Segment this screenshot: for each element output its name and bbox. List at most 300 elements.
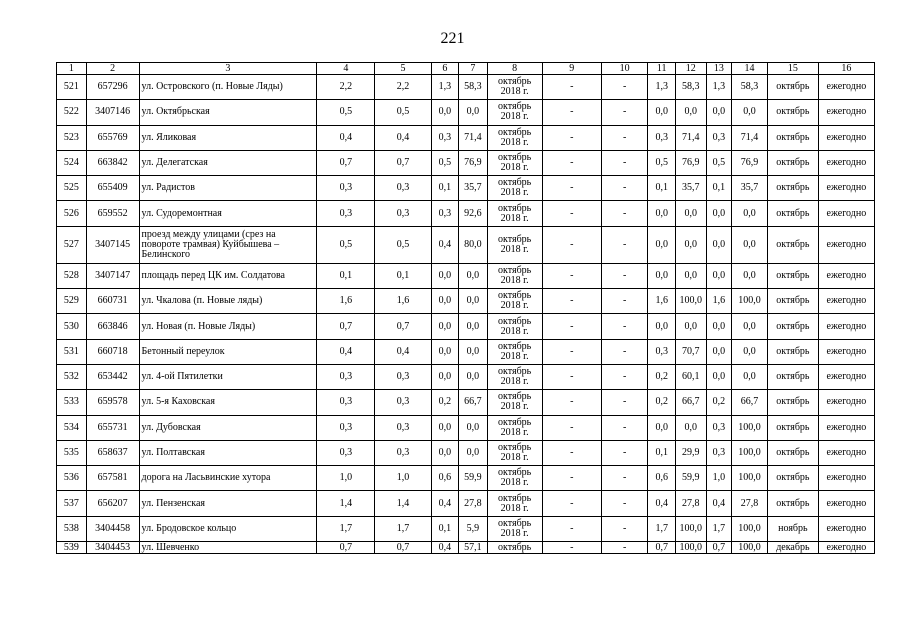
- cell-col5: 1,4: [375, 491, 431, 516]
- cell-col13: 0,4: [706, 491, 731, 516]
- cell-col7: 0,0: [459, 100, 488, 125]
- road-code: 3407145: [86, 226, 139, 263]
- cell-col10: -: [601, 125, 648, 150]
- cell-col9: -: [542, 390, 601, 415]
- street-name: дорога на Ласьвинские хутора: [139, 466, 317, 491]
- cell-col4: 1,4: [317, 491, 375, 516]
- cell-col6: 0,0: [431, 314, 459, 339]
- cell-frequency: ежегодно: [818, 201, 874, 226]
- road-code: 657581: [86, 466, 139, 491]
- row-number: 538: [57, 516, 87, 541]
- cell-col6: 0,4: [431, 491, 459, 516]
- row-number: 522: [57, 100, 87, 125]
- cell-col6: 0,1: [431, 516, 459, 541]
- cell-col5: 0,7: [375, 542, 431, 554]
- cell-col8: [487, 176, 542, 201]
- column-number: 13: [706, 63, 731, 75]
- cell-month: октябрь: [767, 415, 818, 440]
- cell-frequency: ежегодно: [818, 100, 874, 125]
- road-code: 3407147: [86, 263, 139, 288]
- street-name: ул. Новая (п. Новые Ляды): [139, 314, 317, 339]
- cell-col10: -: [601, 440, 648, 465]
- cell-col14: 0,0: [732, 226, 768, 263]
- cell-col8: [487, 100, 542, 125]
- table-row: [57, 125, 875, 150]
- road-code: 655769: [86, 125, 139, 150]
- cell-col6: 0,6: [431, 466, 459, 491]
- cell-col14: 0,0: [732, 100, 768, 125]
- cell-col5: 0,3: [375, 176, 431, 201]
- cell-col4: 0,3: [317, 201, 375, 226]
- cell-col8-month: октябрь: [498, 152, 532, 164]
- cell-col8-month: октябрь: [498, 517, 532, 529]
- cell-col11: 0,1: [648, 440, 676, 465]
- cell-col11: 1,6: [648, 289, 676, 314]
- cell-col8-year: 2018 г.: [500, 325, 529, 337]
- cell-col5: 1,0: [375, 466, 431, 491]
- cell-col6: 0,4: [431, 226, 459, 263]
- cell-col8-month: октябрь: [498, 366, 532, 378]
- cell-col8-month: октябрь: [498, 541, 532, 553]
- cell-col11: 0,0: [648, 201, 676, 226]
- cell-col8: [487, 364, 542, 389]
- cell-col11: 0,0: [648, 226, 676, 263]
- row-number: 534: [57, 415, 87, 440]
- cell-col8-year: 2018 г.: [500, 212, 529, 224]
- cell-col8-month: октябрь: [498, 391, 532, 403]
- table-row: [57, 201, 875, 226]
- cell-col4: 1,7: [317, 516, 375, 541]
- cell-col10: -: [601, 100, 648, 125]
- cell-col6: 0,5: [431, 150, 459, 175]
- cell-col4: 0,4: [317, 339, 375, 364]
- cell-col13: 0,0: [706, 364, 731, 389]
- cell-col4: 2,2: [317, 75, 375, 100]
- column-number: 15: [767, 63, 818, 75]
- cell-month: октябрь: [767, 201, 818, 226]
- cell-month: декабрь: [767, 542, 818, 554]
- cell-col8: [487, 263, 542, 288]
- cell-col13: 1,6: [706, 289, 731, 314]
- cell-col13: 0,7: [706, 542, 731, 554]
- column-number: 9: [542, 63, 601, 75]
- cell-col8-year: 2018 г.: [500, 300, 529, 312]
- cell-col5: 0,3: [375, 440, 431, 465]
- street-name: ул. Дубовская: [139, 415, 317, 440]
- cell-frequency: ежегодно: [818, 466, 874, 491]
- table-row: [57, 466, 875, 491]
- cell-col12: 76,9: [675, 150, 706, 175]
- cell-col4: 1,0: [317, 466, 375, 491]
- street-name: ул. Яликовая: [139, 125, 317, 150]
- street-name: ул. 5-я Каховская: [139, 390, 317, 415]
- cell-col7: 0,0: [459, 289, 488, 314]
- cell-col5: 0,3: [375, 201, 431, 226]
- cell-col8: [487, 150, 542, 175]
- cell-col7: 66,7: [459, 390, 488, 415]
- cell-col12: 0,0: [675, 263, 706, 288]
- cell-month: октябрь: [767, 289, 818, 314]
- cell-col14: 0,0: [732, 314, 768, 339]
- street-name: ул. Судоремонтная: [139, 201, 317, 226]
- cell-col11: 0,2: [648, 390, 676, 415]
- cell-col5: 0,3: [375, 390, 431, 415]
- cell-col4: 0,5: [317, 226, 375, 263]
- cell-col8-year: 2018 г.: [500, 136, 529, 148]
- cell-col9: -: [542, 314, 601, 339]
- cell-col8-month: октябрь: [498, 126, 532, 138]
- cell-col7: 0,0: [459, 364, 488, 389]
- cell-col13: 0,1: [706, 176, 731, 201]
- cell-col8: [487, 390, 542, 415]
- cell-col7: 5,9: [459, 516, 488, 541]
- cell-col9: -: [542, 516, 601, 541]
- cell-col9: -: [542, 289, 601, 314]
- cell-col10: -: [601, 176, 648, 201]
- cell-col12: 0,0: [675, 415, 706, 440]
- cell-col4: 0,1: [317, 263, 375, 288]
- road-code: 663842: [86, 150, 139, 175]
- cell-col11: 0,1: [648, 176, 676, 201]
- cell-month: октябрь: [767, 466, 818, 491]
- data-table: [56, 62, 875, 554]
- cell-col9: -: [542, 125, 601, 150]
- street-name: ул. Радистов: [139, 176, 317, 201]
- street-name: проезд между улицами (срез на повороте трамвая) Куйбышева – Белинского: [139, 226, 317, 263]
- cell-col8-month: октябрь: [498, 233, 532, 245]
- street-name: ул. Чкалова (п. Новые ляды): [139, 289, 317, 314]
- road-code: 653442: [86, 364, 139, 389]
- cell-col9: -: [542, 176, 601, 201]
- column-number: 4: [317, 63, 375, 75]
- cell-col4: 0,5: [317, 100, 375, 125]
- cell-col14: 0,0: [732, 364, 768, 389]
- cell-col14: 58,3: [732, 75, 768, 100]
- cell-frequency: ежегодно: [818, 390, 874, 415]
- cell-col4: 0,7: [317, 542, 375, 554]
- cell-col7: 58,3: [459, 75, 488, 100]
- cell-col9: -: [542, 491, 601, 516]
- cell-col12: 0,0: [675, 201, 706, 226]
- cell-col10: -: [601, 415, 648, 440]
- cell-col13: 1,0: [706, 466, 731, 491]
- cell-col5: 0,5: [375, 100, 431, 125]
- cell-col8-year: 2018 г.: [500, 426, 529, 438]
- row-number: 524: [57, 150, 87, 175]
- cell-col9: -: [542, 75, 601, 100]
- table-row: [57, 176, 875, 201]
- cell-col7: 59,9: [459, 466, 488, 491]
- row-number: 532: [57, 364, 87, 389]
- cell-col9: -: [542, 201, 601, 226]
- cell-col10: -: [601, 75, 648, 100]
- cell-frequency: ежегодно: [818, 75, 874, 100]
- cell-col5: 0,3: [375, 364, 431, 389]
- cell-col8-month: октябрь: [498, 467, 532, 479]
- cell-col10: -: [601, 516, 648, 541]
- table-row: [57, 491, 875, 516]
- street-name: ул. Делегатская: [139, 150, 317, 175]
- cell-col10: -: [601, 466, 648, 491]
- cell-col12: 100,0: [675, 516, 706, 541]
- cell-col8-year: 2018 г.: [500, 86, 529, 98]
- cell-col7: 0,0: [459, 440, 488, 465]
- cell-col6: 0,0: [431, 415, 459, 440]
- road-code: 658637: [86, 440, 139, 465]
- cell-col10: -: [601, 314, 648, 339]
- cell-col12: 100,0: [675, 542, 706, 554]
- cell-col10: -: [601, 542, 648, 554]
- cell-col9: -: [542, 415, 601, 440]
- cell-col11: 1,7: [648, 516, 676, 541]
- street-name: ул. Октябрьская: [139, 100, 317, 125]
- road-code: 659552: [86, 201, 139, 226]
- cell-col12: 100,0: [675, 289, 706, 314]
- street-name: ул. Шевченко: [139, 542, 317, 554]
- road-code: 656207: [86, 491, 139, 516]
- cell-col13: 0,2: [706, 390, 731, 415]
- street-name: ул. Бродовское кольцо: [139, 516, 317, 541]
- cell-col8: [487, 125, 542, 150]
- cell-frequency: ежегодно: [818, 516, 874, 541]
- cell-col8: [487, 466, 542, 491]
- cell-month: октябрь: [767, 176, 818, 201]
- cell-month: октябрь: [767, 100, 818, 125]
- cell-frequency: ежегодно: [818, 415, 874, 440]
- cell-col7: 0,0: [459, 339, 488, 364]
- cell-col5: 0,7: [375, 314, 431, 339]
- row-number: 539: [57, 542, 87, 554]
- table-row: [57, 415, 875, 440]
- cell-col13: 0,3: [706, 440, 731, 465]
- column-number-row: [57, 63, 875, 75]
- column-number: 7: [459, 63, 488, 75]
- road-code: 660718: [86, 339, 139, 364]
- cell-col8: [487, 440, 542, 465]
- row-number: 531: [57, 339, 87, 364]
- cell-col10: -: [601, 289, 648, 314]
- cell-month: ноябрь: [767, 516, 818, 541]
- cell-col11: 0,7: [648, 542, 676, 554]
- cell-col13: 0,0: [706, 339, 731, 364]
- cell-frequency: ежегодно: [818, 226, 874, 263]
- cell-col9: -: [542, 226, 601, 263]
- cell-col4: 0,3: [317, 364, 375, 389]
- cell-col7: 57,1: [459, 542, 488, 554]
- cell-col8-month: октябрь: [498, 442, 532, 453]
- cell-col7: 80,0: [459, 226, 488, 263]
- cell-col5: 0,4: [375, 339, 431, 364]
- cell-col11: 0,5: [648, 150, 676, 175]
- cell-col11: 0,3: [648, 125, 676, 150]
- cell-col4: 0,7: [317, 314, 375, 339]
- table-row: [57, 75, 875, 100]
- cell-col8: [487, 314, 542, 339]
- cell-month: октябрь: [767, 263, 818, 288]
- cell-frequency: ежегодно: [818, 491, 874, 516]
- cell-col14: 76,9: [732, 150, 768, 175]
- cell-month: октябрь: [767, 75, 818, 100]
- table-row: [57, 339, 875, 364]
- table-row: [57, 440, 875, 465]
- cell-month: октябрь: [767, 339, 818, 364]
- cell-col5: 2,2: [375, 75, 431, 100]
- cell-col12: 0,0: [675, 226, 706, 263]
- column-number: 16: [818, 63, 874, 75]
- column-number: 14: [732, 63, 768, 75]
- cell-col9: -: [542, 466, 601, 491]
- cell-col14: 71,4: [732, 125, 768, 150]
- row-number: 528: [57, 263, 87, 288]
- cell-frequency: ежегодно: [818, 542, 874, 554]
- row-number: 537: [57, 491, 87, 516]
- cell-col8-year: 2018 г.: [500, 350, 529, 362]
- cell-frequency: ежегодно: [818, 125, 874, 150]
- cell-col13: 0,0: [706, 226, 731, 263]
- cell-col7: 0,0: [459, 314, 488, 339]
- column-number: 8: [487, 63, 542, 75]
- column-number: 5: [375, 63, 431, 75]
- street-name: площадь перед ЦК им. Солдатова: [139, 263, 317, 288]
- cell-col8-month: октябрь: [498, 202, 532, 214]
- road-code: 3404458: [86, 516, 139, 541]
- cell-col6: 1,3: [431, 75, 459, 100]
- cell-col8-month: октябрь: [498, 264, 532, 276]
- cell-col8-year: 2018 г.: [500, 162, 529, 174]
- cell-col8: [487, 542, 542, 554]
- cell-col11: 0,3: [648, 339, 676, 364]
- cell-col12: 35,7: [675, 176, 706, 201]
- cell-col8: [487, 289, 542, 314]
- table-row: [57, 263, 875, 288]
- cell-col5: 0,1: [375, 263, 431, 288]
- cell-col10: -: [601, 150, 648, 175]
- cell-col10: -: [601, 364, 648, 389]
- street-name: ул. 4-ой Пятилетки: [139, 364, 317, 389]
- cell-col10: -: [601, 201, 648, 226]
- cell-col8-year: 2018 г.: [500, 243, 529, 255]
- cell-month: октябрь: [767, 440, 818, 465]
- cell-col11: 0,4: [648, 491, 676, 516]
- row-number: 535: [57, 440, 87, 465]
- cell-col6: 0,3: [431, 201, 459, 226]
- cell-col5: 1,6: [375, 289, 431, 314]
- cell-frequency: ежегодно: [818, 314, 874, 339]
- cell-col13: 0,0: [706, 201, 731, 226]
- cell-col12: 0,0: [675, 314, 706, 339]
- cell-col4: 0,3: [317, 440, 375, 465]
- cell-col14: 0,0: [732, 201, 768, 226]
- cell-col7: 0,0: [459, 415, 488, 440]
- cell-col5: 1,7: [375, 516, 431, 541]
- cell-col7: 71,4: [459, 125, 488, 150]
- cell-col8-year: 2018 г.: [500, 274, 529, 286]
- cell-col8-year: 2018 г.: [500, 502, 529, 514]
- cell-col11: 0,2: [648, 364, 676, 389]
- cell-col12: 0,0: [675, 100, 706, 125]
- cell-month: октябрь: [767, 364, 818, 389]
- cell-month: октябрь: [767, 150, 818, 175]
- cell-col13: 1,3: [706, 75, 731, 100]
- page-number: 221: [440, 30, 465, 47]
- row-number: 529: [57, 289, 87, 314]
- cell-frequency: ежегодно: [818, 440, 874, 465]
- cell-col14: 100,0: [732, 542, 768, 554]
- cell-col13: 0,0: [706, 263, 731, 288]
- cell-col8-month: октябрь: [498, 315, 532, 327]
- cell-col12: 58,3: [675, 75, 706, 100]
- cell-col12: 66,7: [675, 390, 706, 415]
- road-code: 657296: [86, 75, 139, 100]
- cell-col10: -: [601, 263, 648, 288]
- cell-col8-year: 2018 г.: [500, 376, 529, 388]
- table-row: [57, 542, 875, 554]
- row-number: 536: [57, 466, 87, 491]
- cell-col14: 35,7: [732, 176, 768, 201]
- cell-col14: 0,0: [732, 263, 768, 288]
- cell-col10: -: [601, 390, 648, 415]
- cell-col7: 0,0: [459, 263, 488, 288]
- cell-col7: 35,7: [459, 176, 488, 201]
- cell-col14: 100,0: [732, 415, 768, 440]
- cell-col9: -: [542, 440, 601, 465]
- cell-col6: 0,0: [431, 289, 459, 314]
- column-number: 2: [86, 63, 139, 75]
- cell-col9: -: [542, 150, 601, 175]
- cell-col4: 0,7: [317, 150, 375, 175]
- road-code: 3407146: [86, 100, 139, 125]
- cell-col4: 0,3: [317, 176, 375, 201]
- cell-col8: [487, 516, 542, 541]
- cell-month: октябрь: [767, 125, 818, 150]
- cell-frequency: ежегодно: [818, 263, 874, 288]
- cell-col7: 27,8: [459, 491, 488, 516]
- cell-col13: 0,5: [706, 150, 731, 175]
- table-row: [57, 364, 875, 389]
- cell-col11: 0,6: [648, 466, 676, 491]
- cell-col14: 0,0: [732, 339, 768, 364]
- table-row: [57, 390, 875, 415]
- cell-frequency: ежегодно: [818, 339, 874, 364]
- cell-month: октябрь: [767, 491, 818, 516]
- cell-col9: -: [542, 542, 601, 554]
- cell-col8-year: 2018 г.: [500, 401, 529, 413]
- street-name: Бетонный переулок: [139, 339, 317, 364]
- cell-month: октябрь: [767, 390, 818, 415]
- table-row: [57, 226, 875, 263]
- cell-col6: 0,4: [431, 542, 459, 554]
- cell-frequency: ежегодно: [818, 150, 874, 175]
- road-code: 660731: [86, 289, 139, 314]
- table-row: [57, 289, 875, 314]
- cell-month: октябрь: [767, 226, 818, 263]
- column-number: 1: [57, 63, 87, 75]
- row-number: 526: [57, 201, 87, 226]
- cell-col10: -: [601, 339, 648, 364]
- cell-col5: 0,5: [375, 226, 431, 263]
- street-name: ул. Островского (п. Новые Ляды): [139, 75, 317, 100]
- cell-col6: 0,1: [431, 176, 459, 201]
- row-number: 525: [57, 176, 87, 201]
- cell-col7: 76,9: [459, 150, 488, 175]
- cell-col11: 0,0: [648, 263, 676, 288]
- cell-col8-year: 2018 г.: [500, 527, 529, 539]
- table-row: [57, 100, 875, 125]
- cell-col4: 0,3: [317, 415, 375, 440]
- cell-col5: 0,7: [375, 150, 431, 175]
- cell-col8: [487, 201, 542, 226]
- cell-col5: 0,3: [375, 415, 431, 440]
